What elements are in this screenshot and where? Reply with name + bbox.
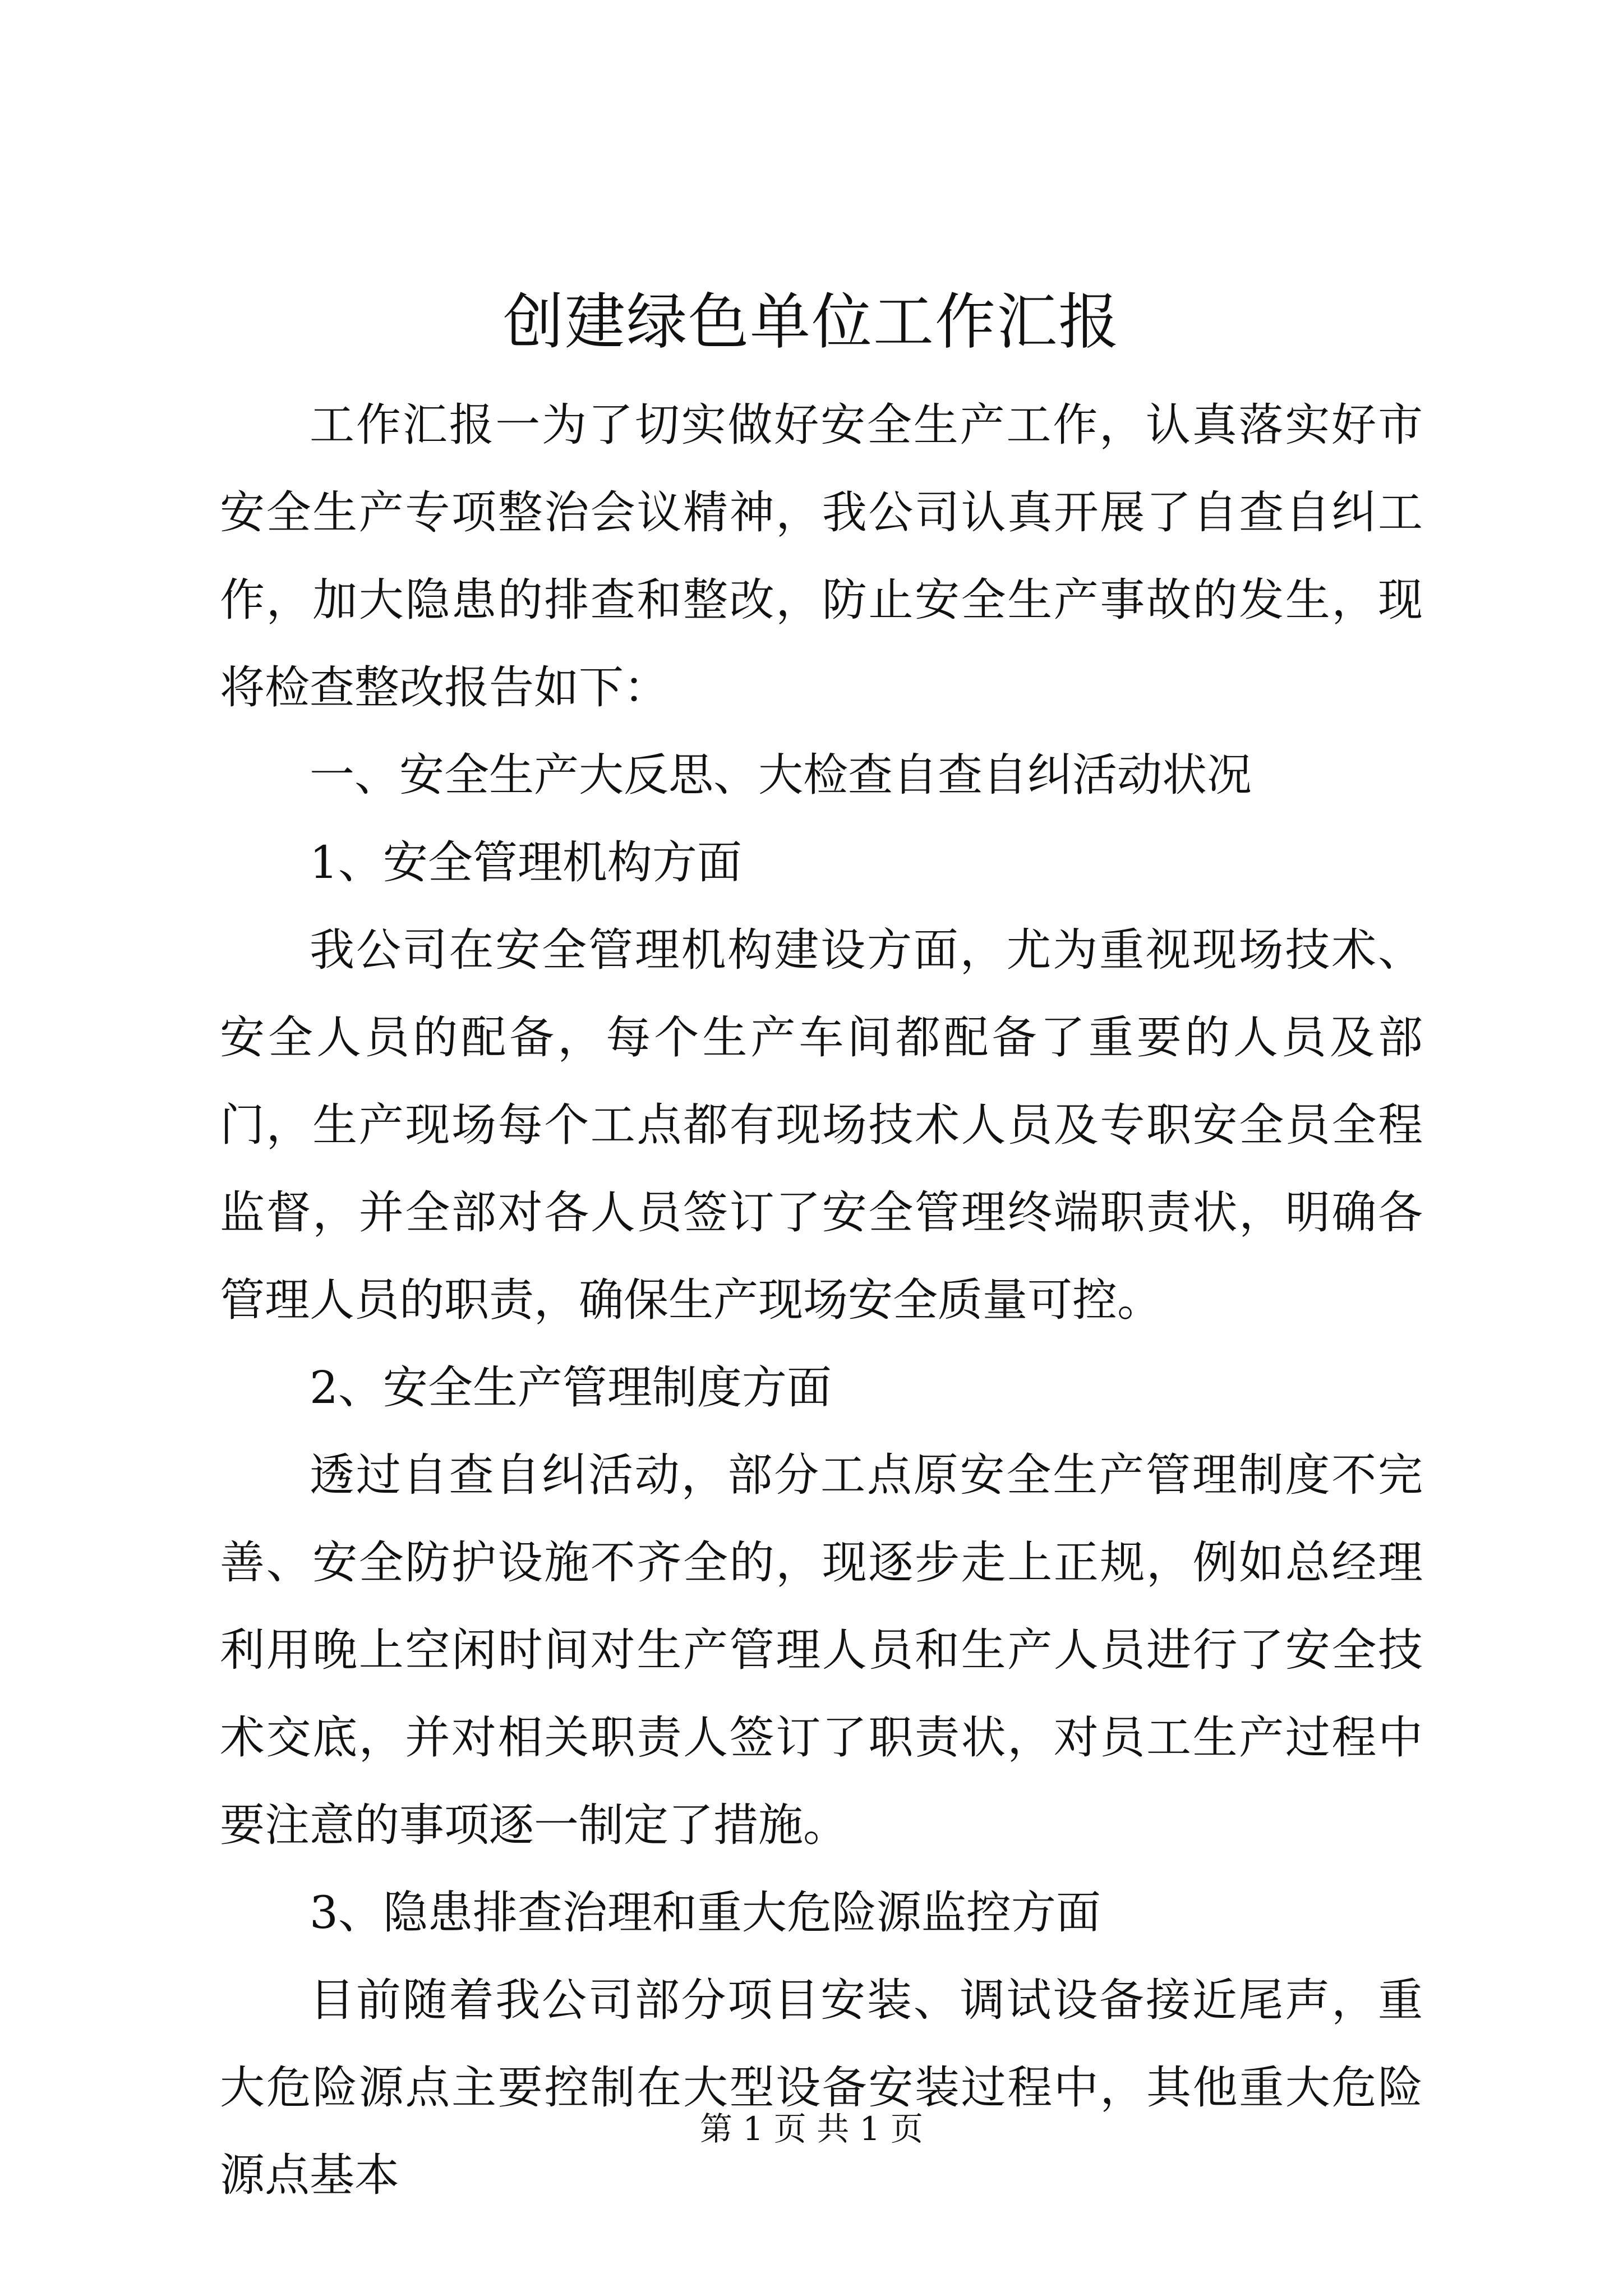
subsection-heading-3: 3、隐患排查治理和重大危险源监控方面: [310, 1887, 1101, 1939]
subsection-heading-1: 1、安全管理机构方面: [310, 836, 742, 889]
paragraph-intro: 工作汇报一为了切实做好安全生产工作，认真落实好市安全生产专项整治会议精神，我公司认真开展了自查自纠工作，加大隐患的排查和整改，防止安全生产事故的发生，现将检查整改报告如下：: [220, 399, 1423, 714]
document-body: [220, 381, 1423, 2219]
subsection-heading-2: 2、安全生产管理制度方面: [310, 1361, 832, 1414]
document-title: 创建绿色单位工作汇报: [502, 287, 1120, 357]
section-heading-1: 一、安全生产大反思、大检查自查自纠活动状况: [310, 749, 1252, 801]
paragraph-management-org: 我公司在安全管理机构建设方面，尤为重视现场技术、安全人员的配备，每个生产车间都配备了重要的人员及部门，生产现场每个工点都有现场技术人员及专职安全员全程监督，并全部对各人员签订了安全管理终端职责状，明确各管理人员的职责，确保生产现场安全质量可控。: [220, 924, 1423, 1326]
paragraph-management-system: 透过自查自纠活动，部分工点原安全生产管理制度不完善、安全防护设施不齐全的，现逐步走上正规，例如总经理利用晚上空闲时间对生产管理人员和生产人员进行了安全技术交底，并对相关职责人签订了职责状，对员工生产过程中要注意的事项逐一制定了措施。: [220, 1449, 1423, 1851]
page-footer: 第 1 页 共 1 页: [700, 2110, 923, 2148]
paragraph-hazard-monitoring: 目前随着我公司部分项目安装、调试设备接近尾声，重大危险源点主要控制在大型设备安装过程中，其他重大危险源点基本: [220, 1974, 1423, 2201]
